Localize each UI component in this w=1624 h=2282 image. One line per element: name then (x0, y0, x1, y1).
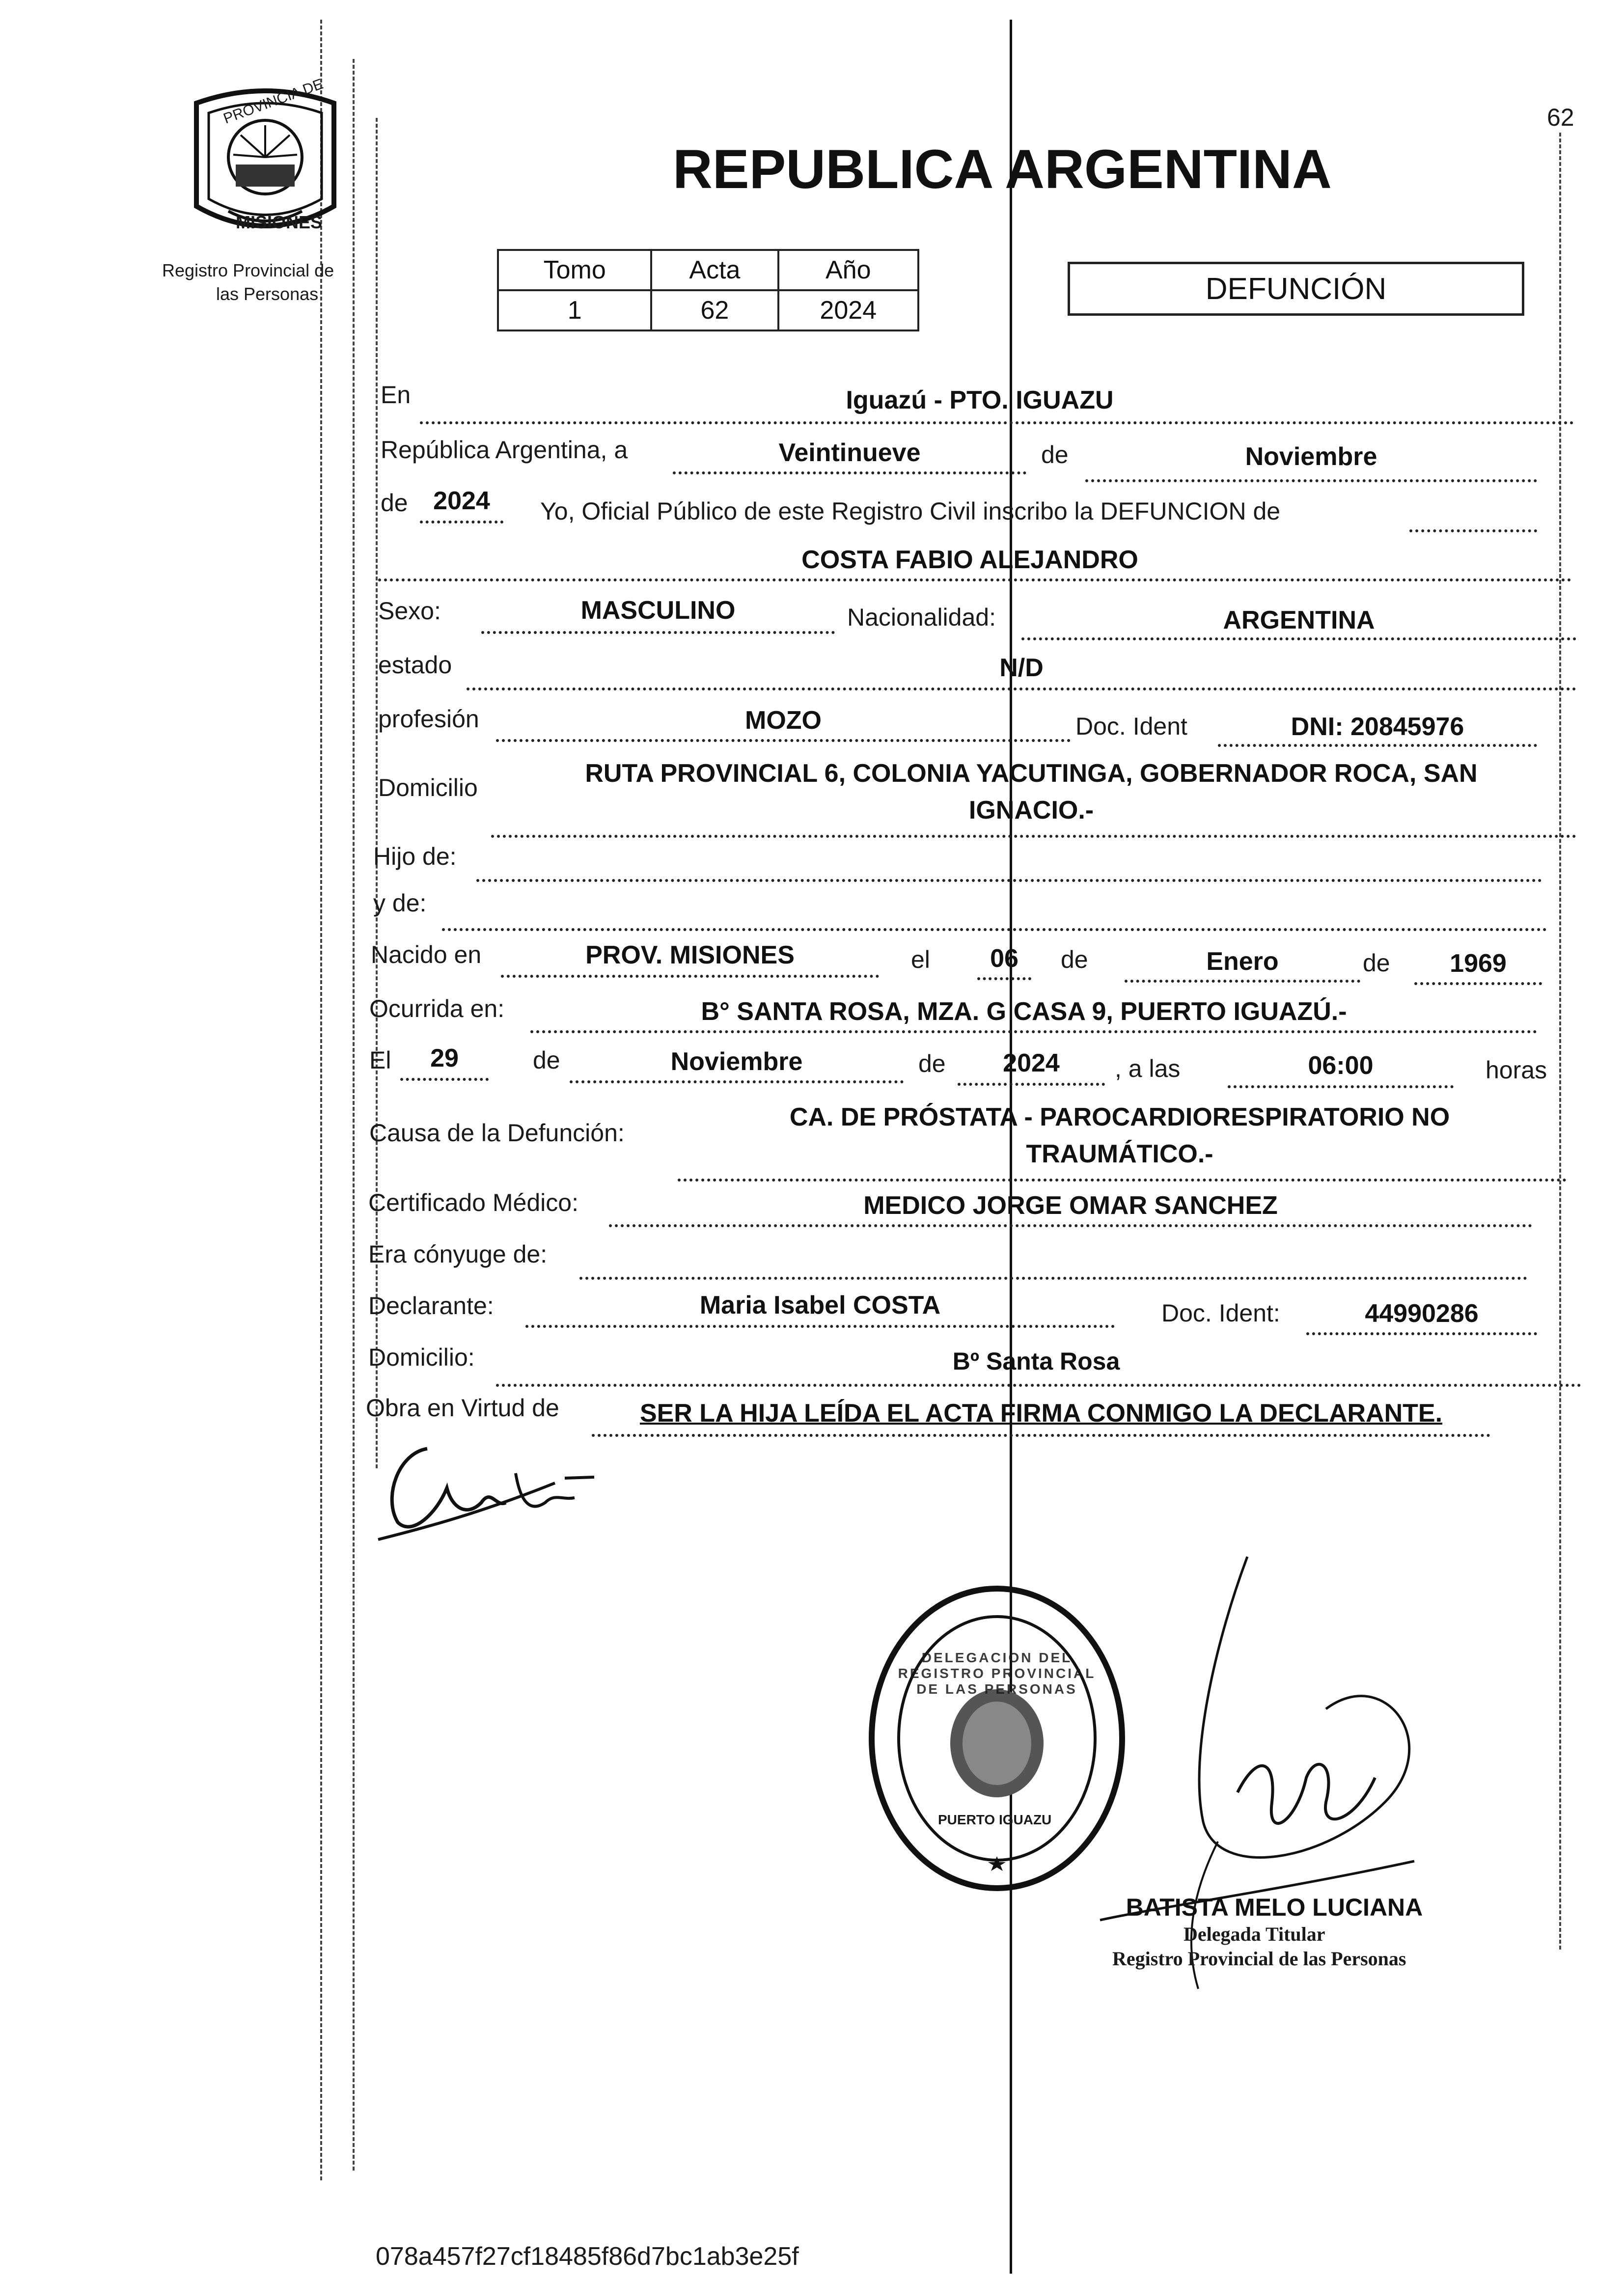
causa-line1: CA. DE PRÓSTATA - PAROCARDIORESPIRATORIO NO (789, 1103, 1450, 1131)
nac-anio-line (1414, 982, 1542, 985)
def-dia-line (400, 1078, 489, 1081)
def-dia: 29 (430, 1044, 459, 1072)
page-title: REPUBLICA ARGENTINA (673, 138, 1332, 200)
sexo-label: Sexo: (378, 597, 441, 625)
def-mes: Noviembre (670, 1047, 803, 1076)
def-anio-line (958, 1083, 1105, 1086)
nacido-label: Nacido en (371, 941, 482, 968)
obra-label: Obra en Virtud de (366, 1394, 559, 1422)
left-margin-line (320, 20, 322, 2180)
profesion-line (496, 739, 1071, 742)
seal-inner-text: PUERTO IGUAZU (938, 1812, 1052, 1827)
alas-label: , a las (1115, 1055, 1181, 1082)
nac-anio: 1969 (1450, 949, 1507, 978)
nacionalidad-label: Nacionalidad: (847, 604, 996, 631)
doc2-label: Doc. Ident: (1161, 1299, 1280, 1327)
hora-line (1228, 1085, 1454, 1088)
certificado-line (609, 1224, 1532, 1227)
domicilio2-value: Bº Santa Rosa (952, 1347, 1120, 1375)
document-hash: 078a457f27cf18485f86d7bc1ab3e25f (376, 2242, 799, 2271)
en-line (420, 421, 1574, 424)
certificado-value: MEDICO JORGE OMAR SANCHEZ (863, 1191, 1278, 1220)
el-label: el (911, 946, 930, 973)
signer-name: BATISTA MELO LUCIANA (1126, 1894, 1423, 1921)
obra-line (592, 1434, 1490, 1437)
conyuge-line (579, 1277, 1527, 1280)
nacionalidad-line (1021, 637, 1576, 640)
el2-label: El (369, 1046, 391, 1074)
hijo-line (476, 879, 1542, 882)
oficial-text: Yo, Oficial Público de este Registro Civil inscribo la DEFUNCION de (540, 497, 1281, 525)
domicilio2-line (496, 1384, 1581, 1387)
dia-value: Veintinueve (778, 439, 921, 467)
def-de-label: de (533, 1046, 560, 1074)
registry-line2: las Personas (216, 284, 319, 304)
en-value: Iguazú - PTO. IGUAZU (846, 386, 1114, 414)
profesion-value: MOZO (745, 706, 822, 735)
obra-value: SER LA HIJA LEÍDA EL ACTA FIRMA CONMIGO LA DECLARANTE. (639, 1399, 1443, 1428)
declarante-line (525, 1325, 1115, 1328)
domicilio2-label: Domicilio: (368, 1344, 475, 1371)
province-emblem (187, 76, 344, 246)
def-anio: 2024 (1003, 1049, 1060, 1077)
republica-label: República Argentina, a (381, 436, 628, 464)
estado-line (467, 687, 1576, 690)
certificado-label: Certificado Médico: (368, 1189, 578, 1216)
declarante-label: Declarante: (368, 1292, 494, 1320)
anio-value: 2024 (433, 487, 490, 515)
nac-mes: Enero (1206, 947, 1279, 976)
nacido-line (501, 975, 879, 978)
mes-value: Noviembre (1245, 442, 1377, 471)
domicilio-line2: IGNACIO.- (968, 796, 1094, 825)
doc2-line (1306, 1332, 1537, 1335)
causa-line2: TRAUMÁTICO.- (1026, 1140, 1213, 1168)
hijo-label: Hijo de: (373, 843, 457, 870)
def-de2-label: de (918, 1050, 946, 1077)
yde-line (442, 928, 1547, 931)
seal-ring-text: DELEGACION DEL REGISTRO PROVINCIAL DE LAS PERSONAS (898, 1650, 1096, 1697)
conyuge-label: Era cónyuge de: (368, 1240, 548, 1268)
nacionalidad-value: ARGENTINA (1223, 606, 1375, 634)
de-label: de (1041, 441, 1069, 468)
signer-institution: Registro Provincial de las Personas (1112, 1948, 1406, 1970)
domicilio-line (491, 835, 1576, 838)
nac-dia-line (977, 977, 1031, 980)
nac-de-label: de (1061, 946, 1088, 973)
hora-value: 06:00 (1308, 1051, 1374, 1080)
mes-line (1085, 479, 1537, 482)
horas-label: horas (1486, 1056, 1547, 1084)
left-margin-line-2 (353, 59, 355, 2171)
estado-label: estado (378, 651, 452, 679)
emblem-top-text: PROVINCIA DE (221, 76, 326, 127)
nombre-line (378, 578, 1571, 581)
table-header-tomo: Tomo (498, 250, 651, 290)
emblem-bottom-text: MISIONES (236, 212, 323, 232)
yde-label: y de: (373, 889, 427, 917)
sexo-value: MASCULINO (580, 596, 736, 625)
nac-de2-label: de (1363, 949, 1390, 977)
doc-label: Doc. Ident (1075, 713, 1187, 740)
en-label: En (381, 381, 411, 409)
table-value-anio: 2024 (778, 290, 918, 330)
declarant-signature (368, 1429, 604, 1547)
page-number: 62 (1547, 104, 1574, 131)
nac-mes-line (1125, 980, 1360, 983)
profesion-label: profesión (378, 705, 479, 733)
def-mes-line (570, 1080, 904, 1083)
declarante-value: Maria Isabel COSTA (699, 1291, 941, 1320)
record-type-box (1068, 262, 1524, 316)
ocurrida-label: Ocurrida en: (369, 995, 505, 1022)
domicilio-line1: RUTA PROVINCIAL 6, COLONIA YACUTINGA, GOBERNADOR ROCA, SAN (585, 759, 1478, 788)
doc-value: DNI: 20845976 (1291, 713, 1464, 741)
table-value-acta: 62 (651, 290, 778, 330)
registry-line1: Registro Provincial de (162, 260, 334, 280)
ocurrida-line (530, 1030, 1537, 1033)
record-table (497, 249, 919, 331)
signer-role: Delegada Titular (1184, 1923, 1325, 1945)
nac-dia: 06 (990, 944, 1018, 973)
de2-label: de (381, 489, 408, 517)
doc-line (1218, 744, 1537, 747)
table-value-tomo: 1 (498, 290, 651, 330)
table-header-anio: Año (778, 250, 918, 290)
causa-label: Causa de la Defunción: (369, 1119, 625, 1147)
domicilio-label: Domicilio (378, 774, 478, 801)
ocurrida-value: B° SANTA ROSA, MZA. G CASA 9, PUERTO IGUAZÚ.- (701, 997, 1347, 1026)
sexo-line (481, 631, 835, 634)
estado-value: N/D (999, 654, 1044, 682)
oficial-line (1409, 529, 1537, 532)
anio-line (420, 521, 503, 523)
right-margin-line (1559, 133, 1561, 1950)
nacido-value: PROV. MISIONES (585, 941, 795, 969)
causa-line (678, 1179, 1567, 1182)
dia-line (673, 471, 1026, 474)
nombre-value: COSTA FABIO ALEJANDRO (801, 546, 1138, 574)
table-header-acta: Acta (651, 250, 778, 290)
doc2-value: 44990286 (1365, 1299, 1479, 1328)
record-type: DEFUNCIÓN (1205, 272, 1387, 306)
